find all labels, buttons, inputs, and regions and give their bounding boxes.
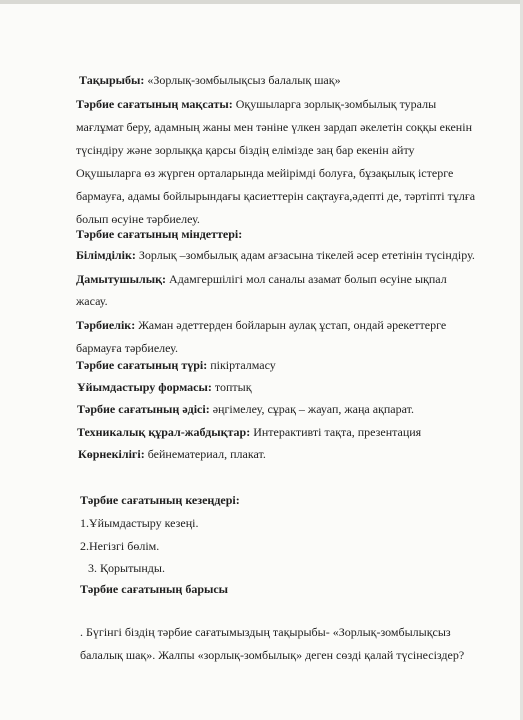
developmental-label: Дамытушылық: [76,272,167,286]
equipment-label: Техникалық құрал-жабдықтар: [77,425,251,439]
stages-heading: Тәрбие сағатының кезеңдері: [80,493,240,507]
upbringing-text-2: бармауға тәрбиелеу. [76,341,178,355]
form-text: топтық [211,380,252,394]
educational-label: Білімділік: [76,248,136,262]
type-label: Тәрбие сағатының түрі: [76,358,208,372]
topic-line [79,73,341,87]
upbringing-label: Тәрбиелік: [76,318,136,332]
stage-item-3: 3. Қорытынды. [88,561,165,575]
visual-text: бейнематериал, плакат. [144,447,266,461]
stage-item-1: 1.Ұйымдастыру кезеңі. [80,516,199,530]
topic-label: Тақырыбы: [79,73,145,87]
goal-text-4: Оқушыларга өз жүрген орталарында мейірімді болуға, бұзақылық істерге [76,166,454,180]
upbringing-text-1: Жаман әдеттерден бойларын аулақ ұстап, ондай әрекеттерге [135,318,447,332]
method-text: әңгімелеу, сұрақ – жауап, жаңа ақпарат. [209,402,414,416]
goal-text-2: мағлұмат беру, адамның жаны мен тәніне үлкен зардап әкелетін соққы екенін [76,120,472,134]
upbringing-line-1 [76,318,446,332]
form-label: Ұйымдастыру формасы: [77,380,212,394]
equipment-text: Интерактивті тақта, презентация [250,425,422,439]
visual-line [78,447,266,461]
educational-text: Зорлық –зомбылық адам ағзасына тікелей әсер ететінін түсіндіру. [135,248,475,262]
goal-line-1 [76,97,436,111]
method-line [77,402,414,416]
progress-heading: Тәрбие сағатының барысы [80,582,229,596]
topic-text: «Зорлық-зомбылықсыз балалық шақ» [144,73,341,87]
goal-text-3: түсіндіру және зорлыққа қарсы біздің елімізде заң бар екенін айту [76,143,415,157]
stage-item-2: 2.Негізгі бөлім. [80,539,160,553]
equipment-line [77,425,421,439]
developmental-line-1 [76,272,447,286]
type-line [76,358,276,372]
form-line [77,380,252,394]
intro-line-1: . Бүгінгі біздің тәрбие сағатымыздың тақырыбы- «Зорлық-зомбылықсыз [80,625,451,639]
method-label: Тәрбие сағатының әдісі: [77,402,210,416]
educational-line [76,248,475,262]
intro-line-2: балалық шақ». Жалпы «зорлық-зомбылық» деген сөзді қалай түсінесіздер? [80,648,465,662]
goal-text-6: болып өсуіне тәрбиелеу. [76,212,200,226]
goal-text-1: Оқушыларга зорлық-зомбылық туралы [232,97,437,111]
visual-label: Көрнекілігі: [78,447,145,461]
scan-edge-top [0,0,523,4]
developmental-text-2: жасау. [76,294,108,308]
developmental-text-1: Адамгершілігі мол саналы азамат болып өсуіне ықпал [166,272,447,286]
type-text: пікірталмасу [207,358,276,372]
goal-label: Тәрбие сағатының мақсаты: [76,97,233,111]
goal-text-5: бармауға, адамы бойлырындағы қасиеттерін сақтауға,әдепті де, тәртіпті тұлға [76,189,476,203]
tasks-heading: Тәрбие сағатының міндеттері: [76,227,243,241]
